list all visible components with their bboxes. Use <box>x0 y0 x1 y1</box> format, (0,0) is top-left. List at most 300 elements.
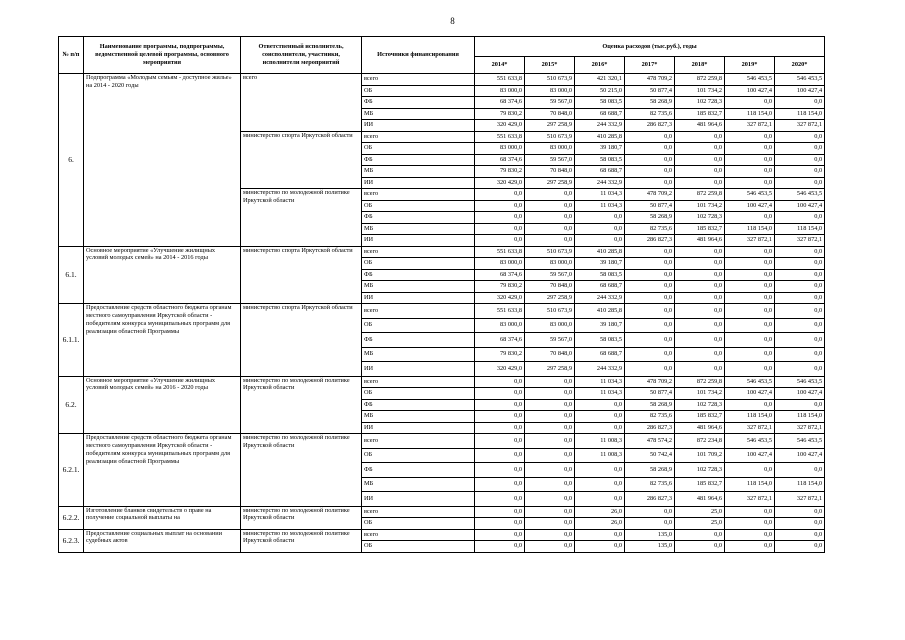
year-header: 2014* <box>475 57 525 74</box>
expense-value: 0,0 <box>675 541 725 553</box>
funding-source: ОБ <box>362 258 475 270</box>
expense-value: 0,0 <box>475 200 525 212</box>
funding-source: МБ <box>362 477 475 492</box>
expense-value: 0,0 <box>775 529 825 541</box>
expense-value: 11 008,3 <box>575 434 625 449</box>
expense-value: 297 258,9 <box>525 120 575 132</box>
expense-value: 11 008,3 <box>575 448 625 463</box>
expense-value: 0,0 <box>475 376 525 388</box>
funding-source: МБ <box>362 281 475 293</box>
expense-value: 135,0 <box>625 541 675 553</box>
expense-value: 286 827,3 <box>625 235 675 247</box>
source-header: Источники финансирования <box>362 37 475 74</box>
funding-source: ИИ <box>362 235 475 247</box>
expense-value: 68 688,7 <box>575 347 625 362</box>
expense-value: 0,0 <box>475 518 525 530</box>
expense-value: 0,0 <box>725 318 775 333</box>
expense-value: 327 872,1 <box>725 120 775 132</box>
expense-value: 410 285,8 <box>575 246 625 258</box>
expense-value: 0,0 <box>475 189 525 201</box>
expense-value: 0,0 <box>525 399 575 411</box>
expense-value: 546 453,5 <box>725 434 775 449</box>
expense-value: 0,0 <box>775 506 825 518</box>
expense-value: 0,0 <box>675 333 725 348</box>
expense-value: 327 872,1 <box>725 235 775 247</box>
expense-value: 58 083,5 <box>575 333 625 348</box>
expense-value: 0,0 <box>625 166 675 178</box>
expense-value: 0,0 <box>775 154 825 166</box>
expense-value: 101 709,2 <box>675 448 725 463</box>
expense-value: 39 180,7 <box>575 318 625 333</box>
expense-value: 0,0 <box>625 518 675 530</box>
expense-value: 0,0 <box>475 448 525 463</box>
expense-value: 510 673,9 <box>525 131 575 143</box>
year-header: 2020* <box>775 57 825 74</box>
expense-value: 0,0 <box>625 269 675 281</box>
year-header: 2019* <box>725 57 775 74</box>
expense-value: 0,0 <box>625 258 675 270</box>
table-row <box>59 246 825 258</box>
expense-value: 0,0 <box>775 463 825 478</box>
expense-value: 0,0 <box>525 189 575 201</box>
expense-value: 0,0 <box>525 434 575 449</box>
expense-value: 0,0 <box>675 318 725 333</box>
expense-value: 79 830,2 <box>475 166 525 178</box>
expense-value: 244 332,9 <box>575 120 625 132</box>
expense-value: 546 453,5 <box>775 434 825 449</box>
table-row <box>59 304 825 319</box>
expense-value: 83 000,0 <box>525 143 575 155</box>
funding-source: ОБ <box>362 541 475 553</box>
expense-value: 0,0 <box>775 304 825 319</box>
expense-value: 286 827,3 <box>625 120 675 132</box>
expense-value: 70 848,0 <box>525 108 575 120</box>
expense-value: 118 154,0 <box>725 108 775 120</box>
expense-value: 0,0 <box>475 422 525 434</box>
expense-value: 79 830,2 <box>475 281 525 293</box>
expense-value: 320 429,0 <box>475 292 525 304</box>
expense-value: 510 673,9 <box>525 304 575 319</box>
expense-value: 100 427,4 <box>775 85 825 97</box>
expense-value: 50 877,4 <box>625 85 675 97</box>
funding-source: ИИ <box>362 362 475 377</box>
expense-value: 0,0 <box>575 492 625 507</box>
expense-value: 102 728,3 <box>675 212 725 224</box>
expense-value: 0,0 <box>775 97 825 109</box>
expense-value: 0,0 <box>775 518 825 530</box>
expense-value: 0,0 <box>575 541 625 553</box>
expense-value: 0,0 <box>475 388 525 400</box>
expense-value: 0,0 <box>725 258 775 270</box>
expense-value: 0,0 <box>575 223 625 235</box>
program-name: Предоставление средств областного бюджета органам местного самоуправления Иркутской области - победителям конкурса муниципальных программ для реализации областной Программы <box>84 434 241 507</box>
expense-value: 546 453,5 <box>725 74 775 86</box>
executor-name: министерство по молодежной политике Иркутской области <box>241 506 362 529</box>
expense-value: 70 848,0 <box>525 281 575 293</box>
expense-value: 101 734,2 <box>675 200 725 212</box>
funding-source: ФБ <box>362 97 475 109</box>
year-header: 2018* <box>675 57 725 74</box>
funding-source: ИИ <box>362 292 475 304</box>
executor-name: всего <box>241 74 362 132</box>
funding-source: всего <box>362 434 475 449</box>
funding-source: МБ <box>362 223 475 235</box>
funding-source: всего <box>362 529 475 541</box>
expense-value: 118 154,0 <box>775 411 825 423</box>
expense-value: 118 154,0 <box>725 411 775 423</box>
expense-value: 551 633,8 <box>475 246 525 258</box>
expense-value: 551 633,8 <box>475 74 525 86</box>
page-number: 8 <box>450 16 455 26</box>
expense-value: 11 034,3 <box>575 189 625 201</box>
executor-header: Ответственный исполнитель, соисполнители, участники, исполнители мероприятий <box>241 37 362 74</box>
funding-source: ФБ <box>362 463 475 478</box>
executor-name: министерство по молодежной политике Иркутской области <box>241 189 362 247</box>
expense-value: 0,0 <box>475 492 525 507</box>
expense-value: 25,0 <box>675 518 725 530</box>
expense-value: 185 832,7 <box>675 477 725 492</box>
expense-value: 510 673,9 <box>525 74 575 86</box>
expense-value: 0,0 <box>475 434 525 449</box>
expense-value: 0,0 <box>725 269 775 281</box>
funding-source: ОБ <box>362 388 475 400</box>
funding-source: ИИ <box>362 120 475 132</box>
expense-value: 0,0 <box>775 212 825 224</box>
expense-value: 327 872,1 <box>775 235 825 247</box>
expense-value: 0,0 <box>725 304 775 319</box>
expense-value: 481 964,6 <box>675 235 725 247</box>
expense-value: 0,0 <box>525 223 575 235</box>
expense-value: 185 832,7 <box>675 411 725 423</box>
expense-value: 478 709,2 <box>625 376 675 388</box>
expense-value: 58 083,5 <box>575 269 625 281</box>
year-header: 2017* <box>625 57 675 74</box>
expense-value: 0,0 <box>625 143 675 155</box>
expense-value: 101 734,2 <box>675 85 725 97</box>
expense-value: 0,0 <box>575 212 625 224</box>
expense-value: 70 848,0 <box>525 347 575 362</box>
expense-value: 297 258,9 <box>525 292 575 304</box>
expense-value: 872 259,8 <box>675 74 725 86</box>
expense-value: 185 832,7 <box>675 223 725 235</box>
expense-value: 0,0 <box>725 246 775 258</box>
expense-value: 0,0 <box>475 411 525 423</box>
expense-value: 0,0 <box>775 541 825 553</box>
expense-value: 83 000,0 <box>525 258 575 270</box>
executor-name: министерство по молодежной политике Иркутской области <box>241 376 362 434</box>
expense-value: 546 453,5 <box>775 189 825 201</box>
funding-source: МБ <box>362 411 475 423</box>
expense-value: 327 872,1 <box>725 422 775 434</box>
expense-value: 118 154,0 <box>775 108 825 120</box>
expense-value: 0,0 <box>525 492 575 507</box>
expense-value: 0,0 <box>525 388 575 400</box>
expense-value: 0,0 <box>625 131 675 143</box>
expense-value: 58 268,9 <box>625 97 675 109</box>
row-number: 6.2.2. <box>59 506 84 529</box>
funding-source: ФБ <box>362 399 475 411</box>
expense-value: 0,0 <box>675 529 725 541</box>
expense-value: 0,0 <box>475 399 525 411</box>
expense-value: 100 427,4 <box>725 388 775 400</box>
expense-value: 0,0 <box>625 318 675 333</box>
expense-value: 0,0 <box>675 131 725 143</box>
funding-source: ИИ <box>362 422 475 434</box>
expense-value: 0,0 <box>525 541 575 553</box>
table-body <box>59 74 825 553</box>
executor-name: министерство по молодежной политике Иркутской области <box>241 529 362 552</box>
expense-value: 25,0 <box>675 506 725 518</box>
program-name: Подпрограмма «Молодым семьям - доступное жилье» на 2014 - 2020 годы <box>84 74 241 247</box>
expense-value: 286 827,3 <box>625 422 675 434</box>
expense-value: 0,0 <box>475 529 525 541</box>
expense-value: 0,0 <box>475 212 525 224</box>
expense-value: 83 000,0 <box>475 258 525 270</box>
expense-value: 0,0 <box>575 477 625 492</box>
expense-value: 0,0 <box>625 333 675 348</box>
expense-value: 0,0 <box>725 333 775 348</box>
expense-value: 26,0 <box>575 506 625 518</box>
expense-value: 286 827,3 <box>625 492 675 507</box>
expense-value: 546 453,5 <box>725 376 775 388</box>
expense-value: 0,0 <box>475 506 525 518</box>
funding-source: ОБ <box>362 448 475 463</box>
expense-value: 0,0 <box>725 281 775 293</box>
expense-value: 0,0 <box>675 269 725 281</box>
expense-value: 0,0 <box>725 212 775 224</box>
expense-value: 0,0 <box>475 235 525 247</box>
expense-value: 118 154,0 <box>725 223 775 235</box>
expense-value: 83 000,0 <box>475 85 525 97</box>
expense-value: 0,0 <box>575 399 625 411</box>
expense-value: 100 427,4 <box>775 200 825 212</box>
expense-value: 0,0 <box>725 347 775 362</box>
expense-value: 68 374,6 <box>475 333 525 348</box>
executor-name: министерство спорта Иркутской области <box>241 131 362 189</box>
funding-source: всего <box>362 74 475 86</box>
funding-source: ОБ <box>362 518 475 530</box>
funding-source: ИИ <box>362 177 475 189</box>
expense-value: 102 728,3 <box>675 399 725 411</box>
expense-value: 50 215,0 <box>575 85 625 97</box>
funding-source: МБ <box>362 166 475 178</box>
expense-value: 68 688,7 <box>575 281 625 293</box>
expense-value: 0,0 <box>775 166 825 178</box>
expense-value: 320 429,0 <box>475 362 525 377</box>
expense-value: 83 000,0 <box>475 143 525 155</box>
expense-value: 0,0 <box>725 143 775 155</box>
expense-value: 0,0 <box>475 541 525 553</box>
expense-value: 79 830,2 <box>475 347 525 362</box>
expense-value: 59 567,0 <box>525 333 575 348</box>
table-row <box>59 529 825 541</box>
expense-value: 58 083,5 <box>575 97 625 109</box>
expense-value: 68 374,6 <box>475 97 525 109</box>
expense-value: 83 000,0 <box>525 85 575 97</box>
expense-value: 297 258,9 <box>525 177 575 189</box>
table-row <box>59 376 825 388</box>
expense-value: 0,0 <box>525 463 575 478</box>
expense-value: 0,0 <box>525 506 575 518</box>
funding-source: всего <box>362 376 475 388</box>
expense-value: 11 034,3 <box>575 200 625 212</box>
expense-value: 0,0 <box>725 518 775 530</box>
expense-value: 0,0 <box>625 292 675 304</box>
funding-source: ФБ <box>362 212 475 224</box>
expense-value: 410 285,8 <box>575 131 625 143</box>
expense-value: 481 964,6 <box>675 120 725 132</box>
expense-value: 421 320,1 <box>575 74 625 86</box>
expense-value: 82 735,6 <box>625 108 675 120</box>
funding-source: ОБ <box>362 85 475 97</box>
expense-value: 118 154,0 <box>725 477 775 492</box>
row-number: 6.2.1. <box>59 434 84 507</box>
expense-value: 59 567,0 <box>525 97 575 109</box>
expense-value: 320 429,0 <box>475 120 525 132</box>
funding-source: всего <box>362 246 475 258</box>
expense-value: 0,0 <box>475 223 525 235</box>
expense-value: 58 268,9 <box>625 212 675 224</box>
funding-source: ОБ <box>362 143 475 155</box>
expense-value: 0,0 <box>525 212 575 224</box>
expense-value: 0,0 <box>625 506 675 518</box>
funding-source: ИИ <box>362 492 475 507</box>
program-name: Предоставление социальных выплат на основании судебных актов <box>84 529 241 552</box>
expense-value: 410 285,8 <box>575 304 625 319</box>
expense-value: 0,0 <box>775 131 825 143</box>
expense-value: 0,0 <box>725 399 775 411</box>
expense-value: 0,0 <box>675 362 725 377</box>
expense-value: 0,0 <box>675 177 725 189</box>
funding-source: всего <box>362 304 475 319</box>
funding-source: всего <box>362 506 475 518</box>
expense-value: 0,0 <box>525 422 575 434</box>
expense-value: 244 332,9 <box>575 177 625 189</box>
funding-source: ФБ <box>362 154 475 166</box>
expense-value: 0,0 <box>575 422 625 434</box>
expense-value: 68 688,7 <box>575 166 625 178</box>
expense-value: 0,0 <box>775 347 825 362</box>
expense-value: 0,0 <box>625 246 675 258</box>
funding-source: МБ <box>362 108 475 120</box>
expense-value: 0,0 <box>775 258 825 270</box>
expense-value: 0,0 <box>525 518 575 530</box>
expense-value: 0,0 <box>675 347 725 362</box>
expense-value: 0,0 <box>775 177 825 189</box>
expense-value: 68 374,6 <box>475 154 525 166</box>
funding-source: МБ <box>362 347 475 362</box>
expense-value: 0,0 <box>475 477 525 492</box>
expense-value: 118 154,0 <box>775 223 825 235</box>
expense-value: 551 633,8 <box>475 131 525 143</box>
expense-value: 100 427,4 <box>775 388 825 400</box>
expense-value: 0,0 <box>725 166 775 178</box>
budget-table <box>58 36 825 553</box>
expense-value: 0,0 <box>525 235 575 247</box>
expense-value: 0,0 <box>725 529 775 541</box>
expense-value: 70 848,0 <box>525 166 575 178</box>
expense-value: 0,0 <box>675 166 725 178</box>
expense-value: 0,0 <box>725 292 775 304</box>
expense-value: 100 427,4 <box>775 448 825 463</box>
expense-value: 546 453,5 <box>775 376 825 388</box>
expense-value: 0,0 <box>725 97 775 109</box>
expense-value: 0,0 <box>675 154 725 166</box>
expense-value: 327 872,1 <box>775 492 825 507</box>
expense-value: 68 374,6 <box>475 269 525 281</box>
expense-value: 872 259,8 <box>675 376 725 388</box>
expense-value: 0,0 <box>575 463 625 478</box>
expense-value: 58 083,5 <box>575 154 625 166</box>
expense-value: 83 000,0 <box>475 318 525 333</box>
expense-value: 481 964,6 <box>675 422 725 434</box>
expense-value: 0,0 <box>575 235 625 247</box>
expense-value: 59 567,0 <box>525 269 575 281</box>
expense-value: 100 427,4 <box>725 85 775 97</box>
expense-value: 478 709,2 <box>625 189 675 201</box>
expense-value: 82 735,6 <box>625 411 675 423</box>
expense-value: 0,0 <box>575 411 625 423</box>
expense-value: 11 034,3 <box>575 388 625 400</box>
expense-value: 0,0 <box>525 477 575 492</box>
expense-value: 478 709,2 <box>625 74 675 86</box>
expense-value: 0,0 <box>775 362 825 377</box>
expense-value: 82 735,6 <box>625 223 675 235</box>
row-number: 6. <box>59 74 84 247</box>
expense-value: 244 332,9 <box>575 292 625 304</box>
funding-source: ФБ <box>362 269 475 281</box>
expense-value: 0,0 <box>675 304 725 319</box>
expense-value: 510 673,9 <box>525 246 575 258</box>
expense-value: 58 268,9 <box>625 399 675 411</box>
expense-value: 26,0 <box>575 518 625 530</box>
executor-name: министерство спорта Иркутской области <box>241 304 362 377</box>
expense-value: 0,0 <box>525 529 575 541</box>
executor-name: министерство спорта Иркутской области <box>241 246 362 304</box>
expense-value: 0,0 <box>525 411 575 423</box>
row-number: 6.2.3. <box>59 529 84 552</box>
expense-value: 0,0 <box>725 177 775 189</box>
expense-value: 0,0 <box>575 529 625 541</box>
expense-value: 82 735,6 <box>625 477 675 492</box>
expense-value: 0,0 <box>725 541 775 553</box>
expense-value: 244 332,9 <box>575 362 625 377</box>
row-number: 6.1.1. <box>59 304 84 377</box>
year-header: 2016* <box>575 57 625 74</box>
expense-value: 83 000,0 <box>525 318 575 333</box>
expense-value: 101 734,2 <box>675 388 725 400</box>
expense-value: 118 154,0 <box>775 477 825 492</box>
expense-value: 0,0 <box>625 304 675 319</box>
expense-value: 0,0 <box>525 200 575 212</box>
expense-value: 0,0 <box>525 376 575 388</box>
year-header: 2015* <box>525 57 575 74</box>
program-name: Основное мероприятие «Улучшение жилищных условий молодых семей» на 2014 - 2016 годы <box>84 246 241 304</box>
expense-value: 481 964,6 <box>675 492 725 507</box>
expense-value: 327 872,1 <box>775 120 825 132</box>
funding-source: ФБ <box>362 333 475 348</box>
name-header: Наименование программы, подпрограммы, ведомственной целевой программы, основного мероприятия <box>84 37 241 74</box>
expense-value: 100 427,4 <box>725 200 775 212</box>
expense-value: 50 877,4 <box>625 388 675 400</box>
expense-value: 0,0 <box>775 143 825 155</box>
expense-value: 0,0 <box>725 131 775 143</box>
expense-value: 102 728,3 <box>675 463 725 478</box>
expense-value: 58 268,9 <box>625 463 675 478</box>
expense-value: 0,0 <box>675 292 725 304</box>
funding-source: всего <box>362 189 475 201</box>
expense-value: 0,0 <box>775 269 825 281</box>
